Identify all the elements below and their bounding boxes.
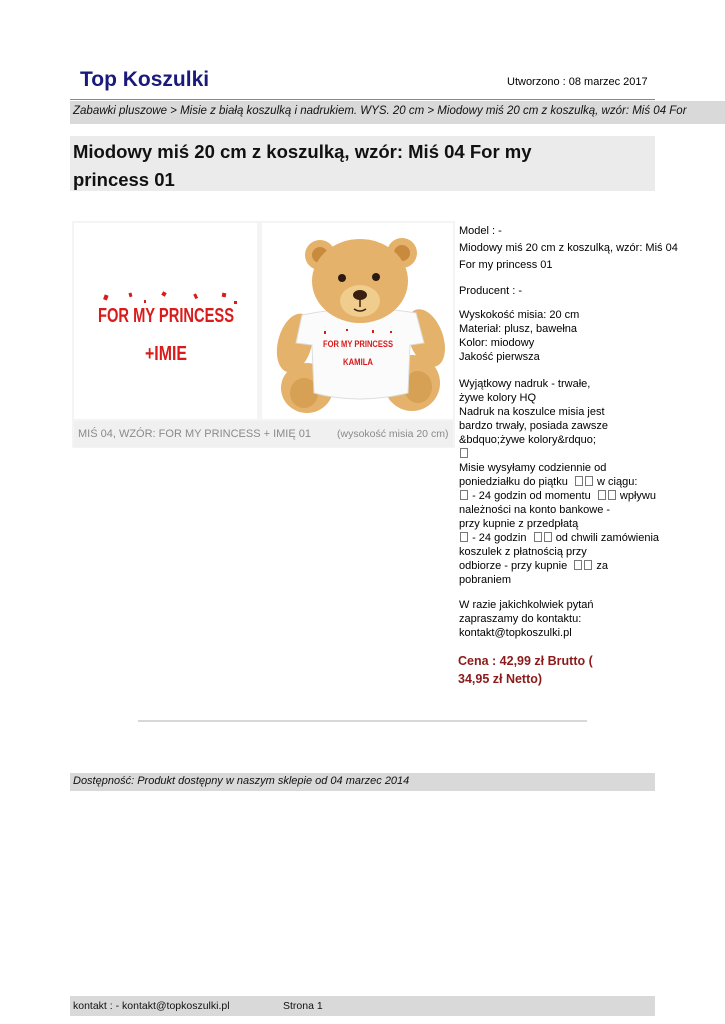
price-net: 34,95 zł Netto)	[458, 672, 543, 686]
specs-list	[459, 308, 579, 364]
teddy-bear-illustration	[262, 223, 453, 419]
missing-glyph-icon	[608, 490, 616, 500]
shirt-text-line-1: FOR MY PRINCESS	[323, 339, 393, 349]
price-gross: Cena : 42,99 zł Brutto (	[458, 654, 593, 668]
missing-glyph-icon	[460, 490, 468, 500]
missing-glyph-icon	[534, 532, 542, 542]
model-name-line-1: Miodowy miś 20 cm z koszulką, wzór: Miś 04	[459, 242, 678, 254]
missing-glyph-icon	[460, 532, 468, 542]
image-caption-height: (wysokość misia 20 cm)	[337, 428, 449, 440]
shipping-line	[459, 489, 659, 503]
shipping-text: - 24 godzin od momentu	[472, 490, 591, 502]
missing-glyph-line	[459, 447, 659, 461]
shipping-line	[459, 559, 659, 573]
shipping-line: należności na konto bankowe -	[459, 504, 611, 516]
header-divider	[70, 99, 655, 100]
shipping-line	[459, 531, 659, 545]
print-info-line: Wyjątkowy nadruk - trwałe,	[459, 378, 591, 390]
design-text-line-1: FOR MY PRINCESS	[98, 305, 234, 327]
contact-info	[459, 598, 594, 640]
shirt-text-line-2: KAMILA	[343, 357, 374, 367]
model-name	[459, 240, 678, 274]
price	[458, 652, 658, 688]
spec-height: Wyskokość misia: 20 cm	[459, 309, 580, 321]
shipping-text: odbiorze - przy kupnie	[459, 560, 568, 572]
breadcrumb-text: Zabawki pluszowe > Misie z białą koszulką i nadrukiem. WYS. 20 cm > Miodowy miś 20 cm z koszulką, wzór: Miś 04 For	[73, 105, 687, 117]
product-title-line-2: princess 01	[73, 169, 175, 190]
shipping-text: w ciągu:	[597, 476, 638, 488]
site-title: Top Koszulki	[80, 68, 210, 91]
print-design-preview	[74, 223, 257, 419]
spec-color: Kolor: miodowy	[459, 337, 535, 349]
image-caption: MIŚ 04, WZÓR: FOR MY PRINCESS + IMIĘ 01	[78, 428, 311, 440]
contact-email: kontakt@topkoszulki.pl	[459, 627, 572, 639]
print-info-line: Nadruk na koszulce misia jest	[459, 406, 605, 418]
shipping-line: pobraniem	[459, 574, 511, 586]
missing-glyph-icon	[585, 476, 593, 486]
model-label: Model : -	[459, 225, 502, 237]
print-design-graphic	[74, 223, 257, 419]
created-date: Utworzono : 08 marzec 2017	[507, 76, 648, 88]
shipping-line	[459, 475, 659, 489]
contact-line: zapraszamy do kontaktu:	[459, 613, 582, 625]
availability-bar	[70, 773, 655, 791]
print-info	[459, 377, 659, 587]
model-name-line-2: For my princess 01	[459, 259, 553, 271]
print-info-line: &bdquo;żywe kolory&rdquo;	[459, 434, 596, 446]
missing-glyph-icon	[598, 490, 606, 500]
missing-glyph-icon	[544, 532, 552, 542]
product-title-line-1: Miodowy miś 20 cm z koszulką, wzór: Miś 04 For my	[73, 141, 532, 162]
print-info-line: bardzo trwały, posiada zawsze	[459, 420, 608, 432]
page-number: Strona 1	[283, 1000, 323, 1012]
section-divider	[138, 720, 587, 722]
producer-label: Producent : -	[459, 285, 522, 297]
shipping-text: wpływu	[619, 490, 656, 502]
footer-contact: kontakt : - kontakt@topkoszulki.pl	[73, 1000, 230, 1012]
shipping-text: poniedziałku do piątku	[459, 476, 568, 488]
missing-glyph-icon	[460, 448, 468, 458]
product-title	[73, 138, 613, 194]
product-title-box	[70, 136, 655, 191]
missing-glyph-icon	[574, 560, 582, 570]
spec-material: Materiał: plusz, bawełna	[459, 323, 578, 335]
shipping-text: - 24 godzin	[472, 532, 527, 544]
shipping-text: od chwili zamówienia	[555, 532, 660, 544]
contact-line: W razie jakichkolwiek pytań	[459, 599, 594, 611]
shipping-line: koszulek z płatnością przy	[459, 546, 587, 558]
availability-text: Dostępność: Produkt dostępny w naszym sklepie od 04 marzec 2014	[73, 775, 410, 787]
shipping-line: Misie wysyłamy codziennie od	[459, 462, 607, 474]
missing-glyph-icon	[575, 476, 583, 486]
spec-quality: Jakość pierwsza	[459, 351, 540, 363]
shipping-text: za	[596, 560, 609, 572]
shipping-line: przy kupnie z przedpłatą	[459, 518, 579, 530]
design-text-line-2: +IMIE	[145, 343, 187, 365]
missing-glyph-icon	[584, 560, 592, 570]
breadcrumb	[70, 101, 725, 124]
teddy-bear-photo	[262, 223, 453, 419]
print-info-line: żywe kolory HQ	[459, 392, 537, 404]
